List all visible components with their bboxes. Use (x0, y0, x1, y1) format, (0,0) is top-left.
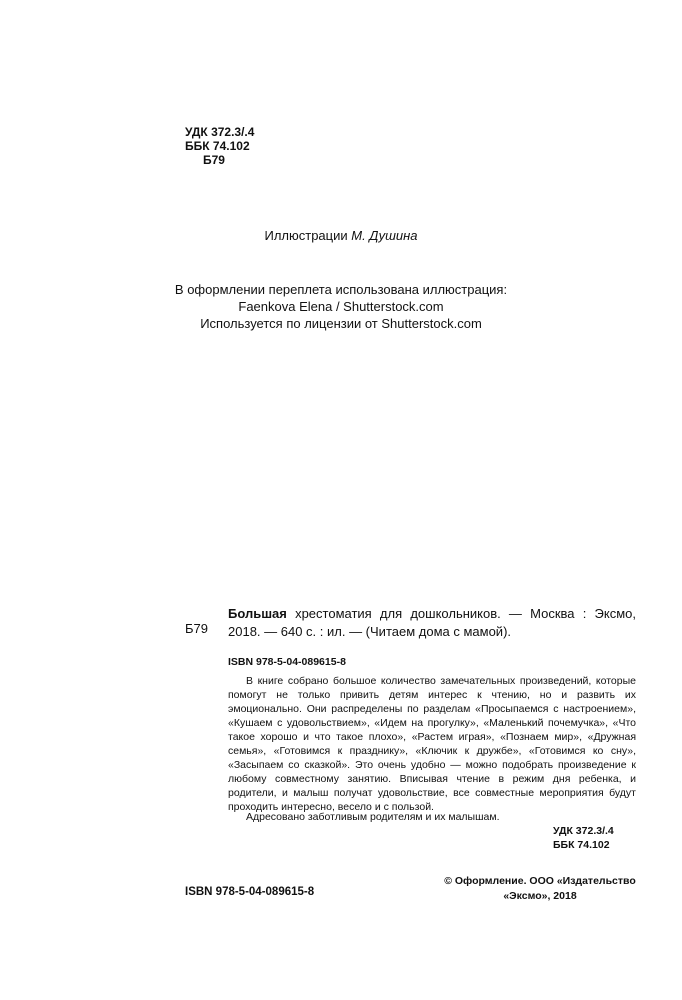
classification-block (185, 125, 254, 167)
udk-code-bottom: УДК 372.3/.4 (553, 825, 614, 837)
cover-credit (0, 281, 682, 332)
classification-bottom (553, 824, 614, 852)
author-sign: Б79 (203, 153, 225, 167)
bibliographic-description: хрестоматия для дошкольников. — Москва : Эксмо, 2018. — 640 с. : ил. — (Читаем дома с мамой). (228, 606, 636, 639)
addressed-to: Адресовано заботливым родителям и их малышам. (246, 811, 500, 823)
annotation (228, 674, 636, 814)
cover-credit-line-1: В оформлении переплета использована иллюстрация: (174, 282, 508, 297)
bibliographic-record (228, 605, 636, 641)
illustrations-author: М. Душина (351, 228, 418, 243)
copyright-line-1: © Оформление. ООО «Издательство (444, 875, 636, 887)
cover-credit-line-3: Используется по лицензии от Shutterstock.com (200, 316, 482, 331)
book-title-word: Большая (228, 606, 287, 621)
copyright-line-2: «Эксмо», 2018 (503, 890, 577, 902)
bbk-code-bottom: ББК 74.102 (553, 839, 610, 851)
annotation-text: В книге собрано большое количество замечательных произведений, которые помогут не только привить детям интерес к чтению, но и развить их эмоционально. Они распределены по разделам «Просыпаемся с настроением», «Кушаем с удовольствием», «Идем на прогулку», «Маленький почемучка», «Что такое хорошо и что такое плохо», «Растем играя», «Познаем мир», «Дружная семья», «Готовимся к празднику», «Ключик к дружбе», «Готовимся ко сну», «Засыпаем со сказкой». Это очень удобно — можно подобрать произведение к любому совместному занятию. Вписывая чтение в режим дня ребенка, и родители, и малыш получат удовольствие, все совместные мероприятия будут проходить интересно, весело и с пользой. (228, 675, 636, 813)
library-cipher: Б79 (185, 621, 208, 636)
bbk-code: ББК 74.102 (185, 139, 250, 153)
illustrations-label: Иллюстрации (264, 228, 348, 243)
cover-credit-line-2: Faenkova Elena / Shutterstock.com (238, 299, 444, 314)
isbn: ISBN 978-5-04-089615-8 (228, 656, 346, 668)
illustrations-credit (0, 228, 682, 243)
copyright-notice (440, 874, 640, 904)
isbn-bottom: ISBN 978-5-04-089615-8 (185, 886, 315, 898)
udk-code: УДК 372.3/.4 (185, 125, 255, 139)
